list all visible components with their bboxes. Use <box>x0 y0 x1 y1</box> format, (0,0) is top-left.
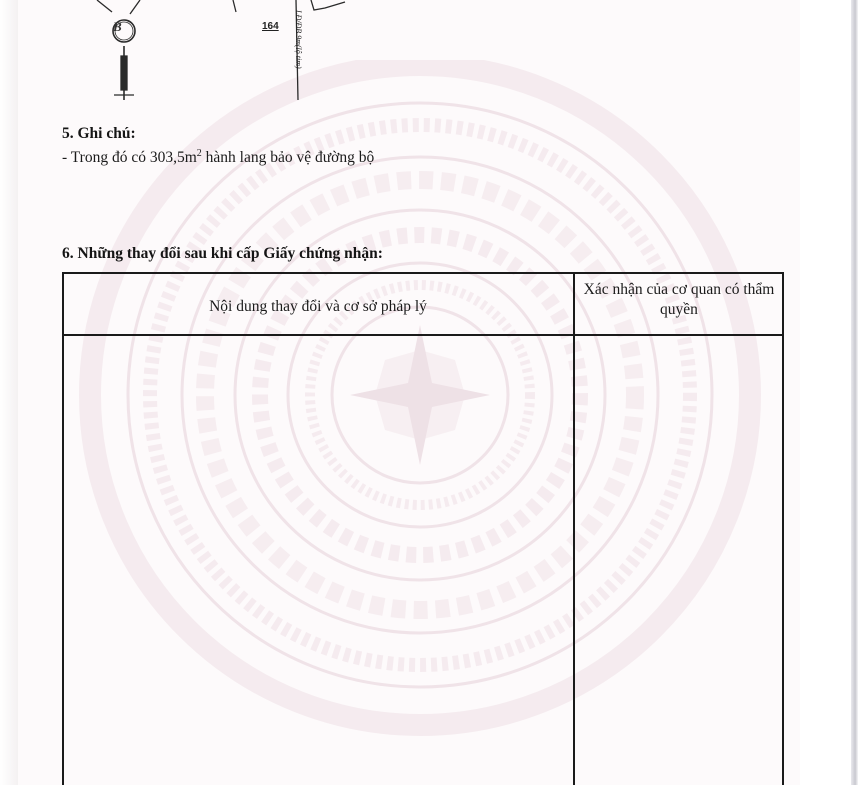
scan-edge <box>851 0 858 785</box>
parcel-map-fragment <box>0 0 800 110</box>
changes-content-cell <box>64 336 573 785</box>
parcel-number: 164 <box>262 21 279 32</box>
map-marker-letter: B <box>113 19 122 34</box>
road-label: LĐ/ĐB 9m(lộ tim) <box>294 10 303 69</box>
note-line-superscript: 2 <box>196 148 202 159</box>
scan-left-margin <box>0 0 18 785</box>
notes-heading: 5. Ghi chú: <box>62 125 136 142</box>
column-header-changes: Nội dung thay đổi và cơ sở pháp lý <box>209 298 427 315</box>
column-header-confirmation: Xác nhận của cơ quan có thẩm quyền <box>583 281 775 318</box>
changes-heading: 6. Những thay đổi sau khi cấp Giấy chứng nhận: <box>62 245 383 262</box>
note-line-suffix: hành lang bảo vệ đường bộ <box>201 149 375 167</box>
note-line <box>62 148 374 167</box>
note-line-prefix: - Trong đó có 303,5m <box>62 149 197 167</box>
confirmation-cell <box>575 336 782 785</box>
map-linework <box>0 0 800 110</box>
table-top-border <box>62 272 784 274</box>
table-right-border <box>782 272 784 785</box>
